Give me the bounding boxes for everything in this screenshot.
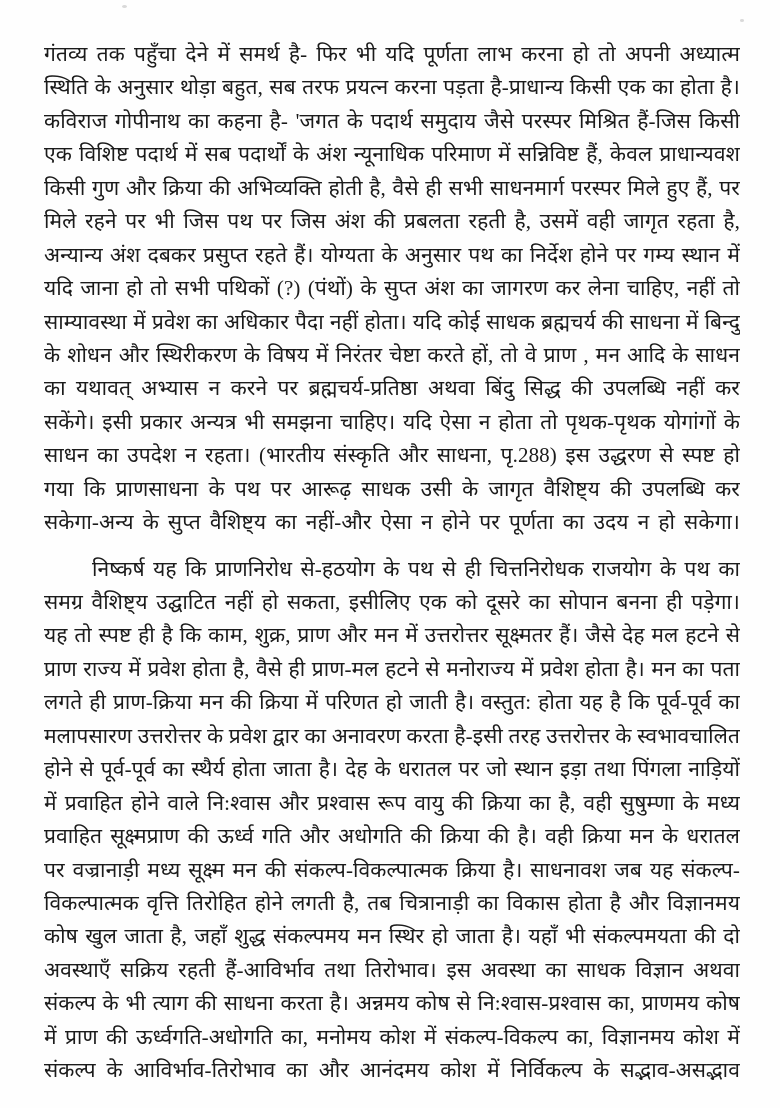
text-line: प्राण राज्य में प्रवेश होता है, वैसे ही प्राण-मल हटने से मनोराज्य में प्रवेश होता है। मन का पता xyxy=(44,656,740,681)
text-line: होने से पूर्व-पूर्व का स्थैर्य होता जाता है। देह के धरातल पर जो स्थान इड़ा तथा पिंगला नाड़ियों xyxy=(44,757,740,782)
text-line: निष्कर्ष यह कि प्राणनिरोध से-हठयोग के पथ से ही चित्तनिरोधक राजयोग के पथ का xyxy=(92,556,740,581)
paragraph xyxy=(44,553,740,1088)
text-line: समग्र वैशिष्ट्य उद्घाटित नहीं हो सकता, इसीलिए एक को दूसरे का सोपान बनना ही पड़ेगा। xyxy=(44,590,740,614)
text-line: में प्रवाहित होने वाले नि:श्वास और प्रश्वास रूप वायु की क्रिया का है, वही सुषुम्णा के मध्य xyxy=(44,790,740,815)
text-line: में प्राण की ऊर्ध्वगति-अधोगति का, मनोमय कोश में संकल्प-विकल्प का, विज्ञानमय कोश में xyxy=(44,1024,740,1049)
text-block xyxy=(44,38,740,1088)
scan-artifact-speck xyxy=(122,5,127,8)
text-line: कोष खुल जाता है, जहाँ शुद्ध संकल्पमय मन स्थिर हो जाता है। यहाँ भी संकल्पमयता की दो xyxy=(44,924,740,949)
text-line: का यथावत् अभ्यास न करने पर ब्रह्मचर्य-प्रतिष्ठा अथवा बिंदु सिद्ध की उपलब्धि नहीं कर xyxy=(44,376,740,401)
text-line: अन्यान्य अंश दबकर प्रसुप्त रहते हैं। योग्यता के अनुसार पथ का निर्देश होने पर गम्य स्थान में xyxy=(44,242,740,267)
text-line: स्थिति के अनुसार थोड़ा बहुत, सब तरफ प्रयत्न करना पड़ता है-प्राधान्य किसी एक का होता है। xyxy=(44,75,740,100)
text-line: साम्यावस्था में प्रवेश का अधिकार पैदा नहीं होता। यदि कोई साधक ब्रह्मचर्य की साधना में बिन्दु xyxy=(44,309,740,334)
text-line: सकेगा-अन्य के सुप्त वैशिष्ट्य का नहीं-और ऐसा न होने पर पूर्णता का उदय न हो सकेगा। xyxy=(44,510,740,535)
text-line: पर वज्रानाड़ी मध्य सूक्ष्म मन की संकल्प-विकल्पात्मक क्रिया है। साधनावश जब यह संकल्प- xyxy=(44,857,740,882)
text-line: के शोधन और स्थिरीकरण के विषय में निरंतर चेष्टा करते हों, तो वे प्राण , मन आदि के साधन xyxy=(44,342,740,367)
text-line: प्रवाहित सूक्ष्मप्राण की ऊर्ध्व गति और अधोगति की क्रिया की है। वही क्रिया मन के धरातल xyxy=(44,824,740,849)
text-line: अवस्थाएँ सक्रिय रहती हैं-आविर्भाव तथा तिरोभाव। इस अवस्था का साधक विज्ञान अथवा xyxy=(44,957,740,982)
text-line: सकेंगे। इसी प्रकार अन्यत्र भी समझना चाहिए। यदि ऐसा न होता तो पृथक-पृथक योगांगों के xyxy=(44,409,740,434)
text-line: गया कि प्राणसाधना के पथ पर आरूढ़ साधक उसी के जागृत वैशिष्ट्य की उपलब्धि कर xyxy=(44,476,740,501)
text-line: एक विशिष्ट पदार्थ में सब पदार्थों के अंश न्यूनाधिक परिमाण में सन्निविष्ट हैं, केवल प्राधान्यवश xyxy=(44,142,740,167)
text-line: किसी गुण और क्रिया की अभिव्यक्ति होती है, वैसे ही सभी साधनमार्ग परस्पर मिले हुए हैं, पर xyxy=(44,175,740,200)
text-line: साधन का उपदेश न रहता। (भारतीय संस्कृति और साधना, पृ.288) इस उद्धरण से स्पष्ट हो xyxy=(44,443,740,468)
text-line: विकल्पात्मक वृत्ति तिरोहित होने लगती है, तब चित्रानाड़ी का विकास होता है और विज्ञानमय xyxy=(44,890,740,915)
text-line: संकल्प के आविर्भाव-तिरोभाव का और आनंदमय कोश में निर्विकल्प के सद्भाव-असद्भाव xyxy=(44,1058,740,1083)
paragraph xyxy=(44,38,740,540)
text-line: गंतव्य तक पहुँचा देने में समर्थ है- फिर भी यदि पूर्णता लाभ करना हो तो अपनी अध्यात्म xyxy=(44,42,740,66)
text-line: संकल्प के भी त्याग की साधना करता है। अन्नमय कोष से नि:श्वास-प्रश्वास का, प्राणमय कोष xyxy=(44,991,740,1016)
text-line: मिले रहने पर भी जिस पथ पर जिस अंश की प्रबलता रहती है, उसमें वही जागृत रहता है, xyxy=(44,209,740,234)
text-line: यह तो स्पष्ट ही है कि काम, शुक्र, प्राण और मन में उत्तरोत्तर सूक्ष्मतर हैं। जैसे देह मल हटने से xyxy=(44,623,740,648)
text-line: लगते ही प्राण-क्रिया मन की क्रिया में परिणत हो जाती है। वस्तुत: होता यह है कि पूर्व-पूर्व का xyxy=(44,690,740,715)
text-line: यदि जाना हो तो सभी पथिकों (?) (पंथों) के सुप्त अंश का जागरण कर लेना चाहिए, नहीं तो xyxy=(44,276,740,301)
scan-artifact-speck xyxy=(740,19,744,22)
text-line: मलापसारण उत्तरोत्तर के प्रवेश द्वार का अनावरण करता है-इसी तरह उत्तरोत्तर के स्वभावचालित xyxy=(44,723,740,748)
text-line: कविराज गोपीनाथ का कहना है- 'जगत के पदार्थ समुदाय जैसे परस्पर मिश्रित हैं-जिस किसी xyxy=(44,108,740,133)
